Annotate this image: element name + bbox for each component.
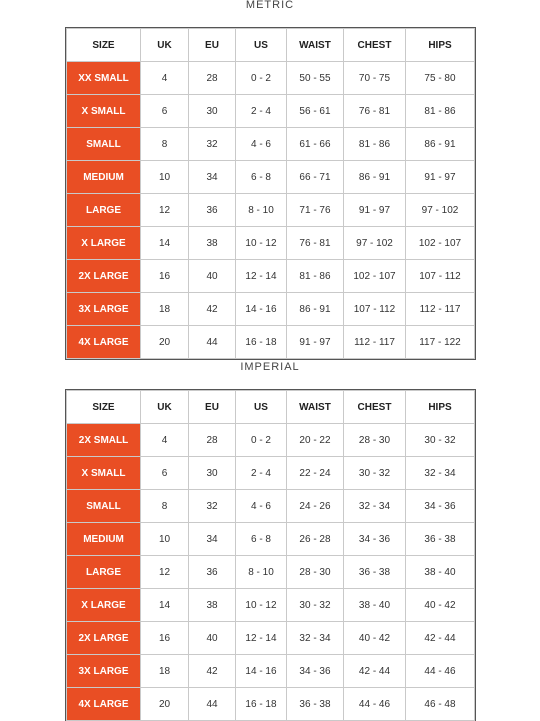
table-row xyxy=(67,62,475,95)
measurement-cell: 38 xyxy=(189,227,236,260)
measurement-cell: 2 - 4 xyxy=(236,457,287,490)
measurement-cell: 40 xyxy=(189,260,236,293)
measurement-cell: 66 - 71 xyxy=(287,161,344,194)
measurement-cell: 10 xyxy=(141,523,189,556)
column-header: SIZE xyxy=(67,29,141,62)
column-header: EU xyxy=(189,391,236,424)
measurement-cell: 6 - 8 xyxy=(236,161,287,194)
measurement-cell: 46 - 48 xyxy=(406,688,475,721)
table-row xyxy=(67,523,475,556)
measurement-cell: 42 xyxy=(189,655,236,688)
metric-title: METRIC xyxy=(245,0,295,11)
measurement-cell: 28 - 30 xyxy=(287,556,344,589)
measurement-cell: 12 - 14 xyxy=(236,260,287,293)
measurement-cell: 32 xyxy=(189,128,236,161)
size-label-cell: MEDIUM xyxy=(67,523,141,556)
size-label-cell: MEDIUM xyxy=(67,161,141,194)
size-label-cell: SMALL xyxy=(67,490,141,523)
measurement-cell: 97 - 102 xyxy=(406,194,475,227)
measurement-cell: 44 xyxy=(189,326,236,359)
table-row xyxy=(67,227,475,260)
measurement-cell: 18 xyxy=(141,655,189,688)
measurement-cell: 20 - 22 xyxy=(287,424,344,457)
measurement-cell: 10 - 12 xyxy=(236,227,287,260)
measurement-cell: 30 - 32 xyxy=(406,424,475,457)
measurement-cell: 8 - 10 xyxy=(236,194,287,227)
measurement-cell: 12 - 14 xyxy=(236,622,287,655)
table-row xyxy=(67,688,475,721)
measurement-cell: 0 - 2 xyxy=(236,62,287,95)
column-header: UK xyxy=(141,29,189,62)
size-label-cell: XX SMALL xyxy=(67,62,141,95)
measurement-cell: 112 - 117 xyxy=(406,293,475,326)
measurement-cell: 36 - 38 xyxy=(344,556,406,589)
measurement-cell: 16 - 18 xyxy=(236,688,287,721)
table-row xyxy=(67,622,475,655)
measurement-cell: 14 xyxy=(141,227,189,260)
measurement-cell: 86 - 91 xyxy=(287,293,344,326)
measurement-cell: 107 - 112 xyxy=(406,260,475,293)
measurement-cell: 81 - 86 xyxy=(287,260,344,293)
metric-size-table xyxy=(66,28,475,359)
measurement-cell: 36 - 38 xyxy=(287,688,344,721)
column-header: US xyxy=(236,391,287,424)
measurement-cell: 34 xyxy=(189,161,236,194)
measurement-cell: 76 - 81 xyxy=(344,95,406,128)
measurement-cell: 10 - 12 xyxy=(236,589,287,622)
measurement-cell: 91 - 97 xyxy=(287,326,344,359)
size-label-cell: LARGE xyxy=(67,194,141,227)
measurement-cell: 86 - 91 xyxy=(344,161,406,194)
measurement-cell: 6 xyxy=(141,95,189,128)
measurement-cell: 24 - 26 xyxy=(287,490,344,523)
measurement-cell: 36 - 38 xyxy=(406,523,475,556)
size-label-cell: 3X LARGE xyxy=(67,655,141,688)
table-row xyxy=(67,95,475,128)
measurement-cell: 71 - 76 xyxy=(287,194,344,227)
measurement-cell: 102 - 107 xyxy=(406,227,475,260)
measurement-cell: 50 - 55 xyxy=(287,62,344,95)
table-row xyxy=(67,194,475,227)
measurement-cell: 38 - 40 xyxy=(344,589,406,622)
measurement-cell: 28 xyxy=(189,424,236,457)
measurement-cell: 44 - 46 xyxy=(344,688,406,721)
measurement-cell: 16 xyxy=(141,260,189,293)
measurement-cell: 0 - 2 xyxy=(236,424,287,457)
size-label-cell: X LARGE xyxy=(67,227,141,260)
measurement-cell: 34 xyxy=(189,523,236,556)
measurement-cell: 112 - 117 xyxy=(344,326,406,359)
measurement-cell: 75 - 80 xyxy=(406,62,475,95)
measurement-cell: 44 - 46 xyxy=(406,655,475,688)
size-label-cell: 4X LARGE xyxy=(67,688,141,721)
measurement-cell: 8 xyxy=(141,490,189,523)
measurement-cell: 14 - 16 xyxy=(236,655,287,688)
measurement-cell: 28 xyxy=(189,62,236,95)
size-label-cell: 2X SMALL xyxy=(67,424,141,457)
table-row xyxy=(67,128,475,161)
measurement-cell: 32 xyxy=(189,490,236,523)
measurement-cell: 4 - 6 xyxy=(236,128,287,161)
measurement-cell: 81 - 86 xyxy=(406,95,475,128)
measurement-cell: 30 - 32 xyxy=(287,589,344,622)
measurement-cell: 40 - 42 xyxy=(344,622,406,655)
measurement-cell: 61 - 66 xyxy=(287,128,344,161)
size-label-cell: 3X LARGE xyxy=(67,293,141,326)
column-header: SIZE xyxy=(67,391,141,424)
table-row xyxy=(67,655,475,688)
measurement-cell: 102 - 107 xyxy=(344,260,406,293)
measurement-cell: 91 - 97 xyxy=(406,161,475,194)
measurement-cell: 42 xyxy=(189,293,236,326)
measurement-cell: 12 xyxy=(141,556,189,589)
table-row xyxy=(67,326,475,359)
measurement-cell: 81 - 86 xyxy=(344,128,406,161)
measurement-cell: 44 xyxy=(189,688,236,721)
measurement-cell: 4 xyxy=(141,424,189,457)
measurement-cell: 40 - 42 xyxy=(406,589,475,622)
measurement-cell: 8 xyxy=(141,128,189,161)
imperial-title: IMPERIAL xyxy=(240,361,300,373)
measurement-cell: 42 - 44 xyxy=(344,655,406,688)
table-row xyxy=(67,589,475,622)
measurement-cell: 2 - 4 xyxy=(236,95,287,128)
measurement-cell: 26 - 28 xyxy=(287,523,344,556)
column-header: HIPS xyxy=(406,391,475,424)
measurement-cell: 6 xyxy=(141,457,189,490)
measurement-cell: 8 - 10 xyxy=(236,556,287,589)
measurement-cell: 40 xyxy=(189,622,236,655)
measurement-cell: 42 - 44 xyxy=(406,622,475,655)
measurement-cell: 22 - 24 xyxy=(287,457,344,490)
table-row xyxy=(67,424,475,457)
column-header: WAIST xyxy=(287,391,344,424)
measurement-cell: 34 - 36 xyxy=(344,523,406,556)
measurement-cell: 30 xyxy=(189,95,236,128)
column-header: CHEST xyxy=(344,391,406,424)
measurement-cell: 20 xyxy=(141,326,189,359)
measurement-cell: 70 - 75 xyxy=(344,62,406,95)
measurement-cell: 36 xyxy=(189,556,236,589)
column-header: EU xyxy=(189,29,236,62)
column-header: UK xyxy=(141,391,189,424)
measurement-cell: 16 xyxy=(141,622,189,655)
size-label-cell: 2X LARGE xyxy=(67,622,141,655)
measurement-cell: 38 - 40 xyxy=(406,556,475,589)
measurement-cell: 38 xyxy=(189,589,236,622)
table-row xyxy=(67,490,475,523)
size-label-cell: X SMALL xyxy=(67,457,141,490)
measurement-cell: 12 xyxy=(141,194,189,227)
column-header: CHEST xyxy=(344,29,406,62)
table-header-row xyxy=(67,391,475,424)
column-header: WAIST xyxy=(287,29,344,62)
measurement-cell: 18 xyxy=(141,293,189,326)
measurement-cell: 4 xyxy=(141,62,189,95)
measurement-cell: 6 - 8 xyxy=(236,523,287,556)
measurement-cell: 34 - 36 xyxy=(406,490,475,523)
measurement-cell: 91 - 97 xyxy=(344,194,406,227)
table-row xyxy=(67,457,475,490)
measurement-cell: 107 - 112 xyxy=(344,293,406,326)
size-label-cell: LARGE xyxy=(67,556,141,589)
measurement-cell: 32 - 34 xyxy=(344,490,406,523)
table-row xyxy=(67,260,475,293)
measurement-cell: 56 - 61 xyxy=(287,95,344,128)
size-label-cell: SMALL xyxy=(67,128,141,161)
measurement-cell: 20 xyxy=(141,688,189,721)
measurement-cell: 86 - 91 xyxy=(406,128,475,161)
measurement-cell: 16 - 18 xyxy=(236,326,287,359)
table-row xyxy=(67,293,475,326)
size-label-cell: 4X LARGE xyxy=(67,326,141,359)
measurement-cell: 32 - 34 xyxy=(406,457,475,490)
imperial-size-table xyxy=(66,390,475,721)
measurement-cell: 34 - 36 xyxy=(287,655,344,688)
measurement-cell: 4 - 6 xyxy=(236,490,287,523)
size-label-cell: X LARGE xyxy=(67,589,141,622)
table-row xyxy=(67,161,475,194)
measurement-cell: 76 - 81 xyxy=(287,227,344,260)
column-header: HIPS xyxy=(406,29,475,62)
measurement-cell: 30 - 32 xyxy=(344,457,406,490)
column-header: US xyxy=(236,29,287,62)
table-row xyxy=(67,556,475,589)
measurement-cell: 30 xyxy=(189,457,236,490)
measurement-cell: 28 - 30 xyxy=(344,424,406,457)
measurement-cell: 97 - 102 xyxy=(344,227,406,260)
measurement-cell: 32 - 34 xyxy=(287,622,344,655)
measurement-cell: 117 - 122 xyxy=(406,326,475,359)
measurement-cell: 14 xyxy=(141,589,189,622)
measurement-cell: 10 xyxy=(141,161,189,194)
table-header-row xyxy=(67,29,475,62)
size-label-cell: 2X LARGE xyxy=(67,260,141,293)
measurement-cell: 14 - 16 xyxy=(236,293,287,326)
size-label-cell: X SMALL xyxy=(67,95,141,128)
measurement-cell: 36 xyxy=(189,194,236,227)
